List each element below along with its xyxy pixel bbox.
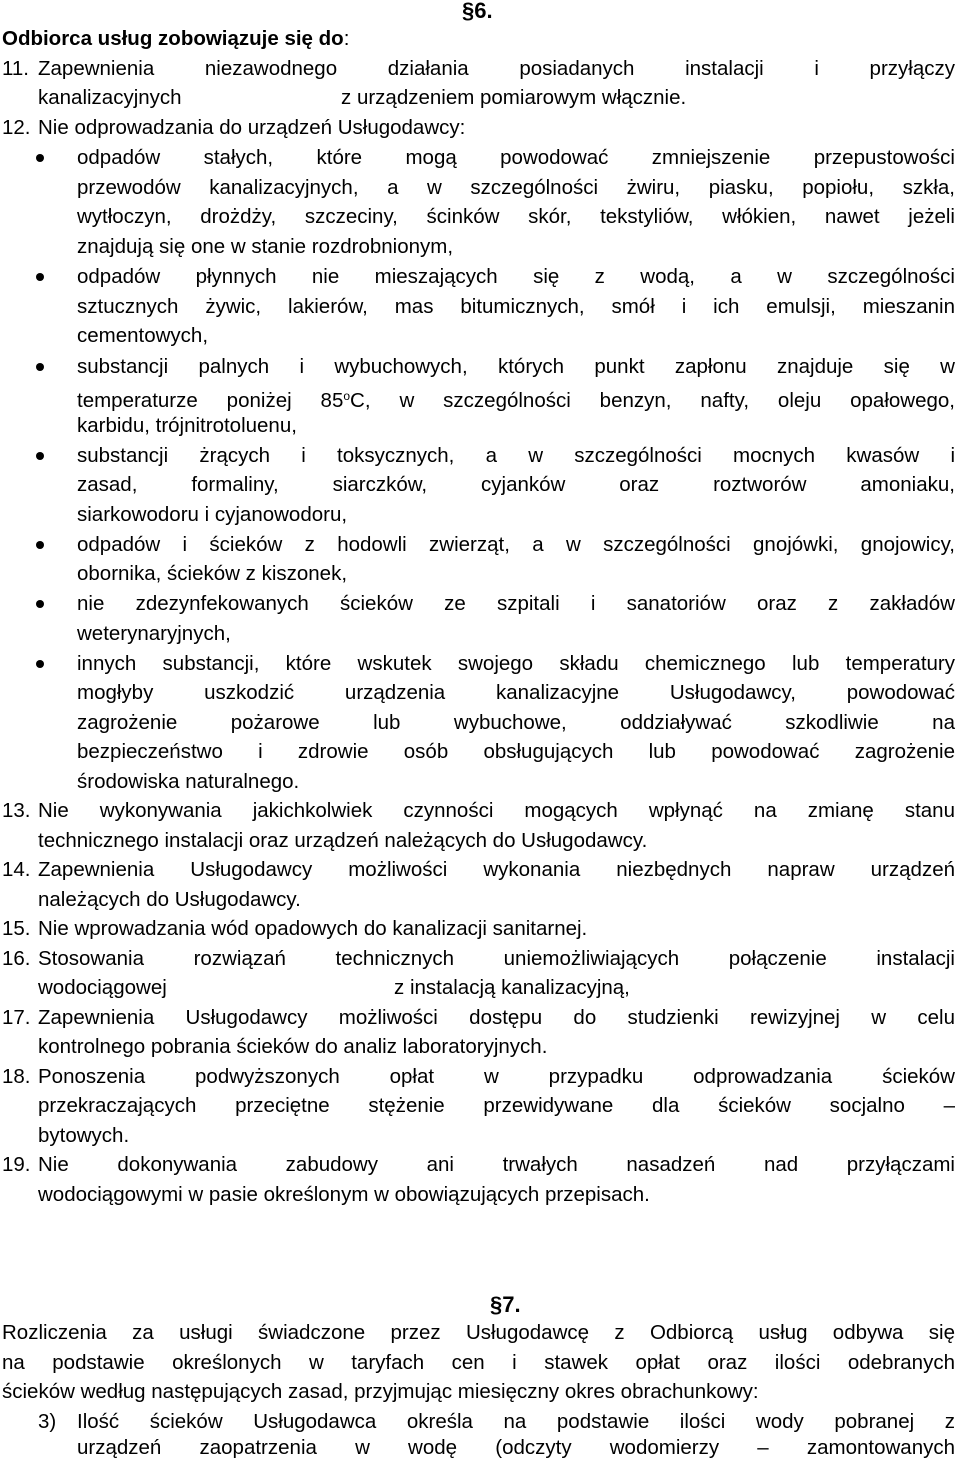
item-11-number: 11.	[2, 57, 29, 80]
section-7-item-3-line-1: Ilość ścieków Usługodawca określa na podstawie ilości wody pobranej z	[77, 1410, 955, 1433]
bullet-2-line-3: cementowych,	[77, 324, 209, 347]
bullet-4-line-2: zasad, formaliny, siarczków, cyjanków oraz roztworów amoniaku,	[77, 473, 955, 496]
bullet-5-line-1: odpadów i ścieków z hodowli zwierząt, a w szczególności gnojówki, gnojowicy,	[77, 533, 955, 556]
bullet-3-line-2a: temperaturze poniżej 85	[77, 389, 344, 412]
item-19-line-2: wodociągowymi w pasie określonym w obowiązujących przepisach.	[38, 1183, 650, 1206]
bullet-7-line-3: zagrożenie pożarowe lub wybuchowe, oddziaływać szkodliwie na	[77, 711, 955, 734]
item-13-number: 13.	[2, 799, 31, 822]
bullet-icon	[36, 273, 44, 281]
intro-bold-text: Odbiorca usług zobowiązuje się do	[2, 27, 344, 50]
item-17-line-2: kontrolnego pobrania ścieków do analiz laboratoryjnych.	[38, 1035, 548, 1058]
bullet-5-line-2: obornika, ścieków z kiszonek,	[77, 562, 348, 585]
item-17-line-1: Zapewnienia Usługodawcy możliwości dostępu do studzienki rewizyjnej w celu	[38, 1006, 955, 1029]
bullet-icon	[36, 660, 44, 668]
intro-colon: :	[343, 27, 350, 50]
item-14-line-2: należących do Usługodawcy.	[38, 888, 301, 911]
bullet-1-line-1: odpadów stałych, które mogą powodować zmniejszenie przepustowości	[77, 146, 955, 169]
bullet-icon	[36, 452, 44, 460]
item-16-line-1: Stosowania rozwiązań technicznych uniemożliwiających połączenie instalacji	[38, 947, 955, 970]
item-17-number: 17.	[2, 1006, 31, 1029]
section-7-paragraph-line-3: ścieków według następujących zasad, przyjmując miesięczny okres obrachunkowy:	[2, 1380, 759, 1403]
item-11-line-2a: kanalizacyjnych	[38, 86, 182, 109]
bullet-3-line-1: substancji palnych i wybuchowych, których punkt zapłonu znajduje się w	[77, 355, 955, 378]
section-7-item-3-line-2: urządzeń zaopatrzenia w wodę (odczyty wodomierzy – zamontowanych	[77, 1436, 955, 1459]
item-18-line-1: Ponoszenia podwyższonych opłat w przypadku odprowadzania ścieków	[38, 1065, 955, 1088]
item-19-number: 19.	[2, 1153, 31, 1176]
bullet-6-line-1: nie zdezynfekowanych ścieków ze szpitali i sanatoriów oraz z zakładów	[77, 592, 955, 615]
bullet-7-line-2: mogłyby uszkodzić urządzenia kanalizacyjne Usługodawcy, powodować	[77, 681, 955, 704]
section-7-paragraph-line-2: na podstawie określonych w taryfach cen i stawek opłat oraz ilości odebranych	[2, 1351, 955, 1374]
bullet-1-line-2: przewodów kanalizacyjnych, a w szczególności żwiru, piasku, popiołu, szkła,	[77, 176, 955, 199]
bullet-3-line-3: karbidu, trójnitrotoluenu,	[77, 414, 297, 437]
item-16-number: 16.	[2, 947, 31, 970]
section-7-item-3-number: 3)	[38, 1410, 57, 1433]
bullet-2-line-2: sztucznych żywic, lakierów, mas bitumicznych, smół i ich emulsji, mieszanin	[77, 295, 955, 318]
bullet-6-line-2: weterynaryjnych,	[77, 622, 231, 645]
section-7-paragraph-line-1: Rozliczenia za usługi świadczone przez Usługodawcę z Odbiorcą usług odbywa się	[2, 1321, 955, 1344]
item-18-line-3: bytowych.	[38, 1124, 130, 1147]
item-16-line-2b: z instalacją kanalizacyjną,	[394, 976, 630, 999]
bullet-icon	[36, 600, 44, 608]
bullet-icon	[36, 363, 44, 371]
section-7-heading: §7.	[490, 1292, 521, 1317]
item-16-line-2a: wodociągowej	[38, 976, 167, 999]
item-11-line-2b: z urządzeniem pomiarowym włącznie.	[341, 86, 687, 109]
bullet-icon	[36, 154, 44, 162]
item-13-line-2: technicznego instalacji oraz urządzeń należących do Usługodawcy.	[38, 829, 648, 852]
item-15-line-1: Nie wprowadzania wód opadowych do kanalizacji sanitarnej.	[38, 917, 588, 940]
item-15-number: 15.	[2, 917, 31, 940]
bullet-4-line-3: siarkowodoru i cyjanowodoru,	[77, 503, 348, 526]
item-19-line-1: Nie dokonywania zabudowy ani trwałych nasadzeń nad przyłączami	[38, 1153, 955, 1176]
degree-sign: o	[343, 389, 351, 403]
item-12-number: 12.	[2, 116, 31, 139]
bullet-icon	[36, 541, 44, 549]
bullet-7-line-5: środowiska naturalnego.	[77, 770, 300, 793]
item-12-line-1: Nie odprowadzania do urządzeń Usługodawcy:	[38, 116, 466, 139]
item-14-number: 14.	[2, 858, 31, 881]
item-18-line-2: przekraczających przeciętne stężenie przewidywane dla ścieków socjalno –	[38, 1094, 955, 1117]
bullet-2-line-1: odpadów płynnych nie mieszających się z wodą, a w szczególności	[77, 265, 955, 288]
item-11-line-1: Zapewnienia niezawodnego działania posiadanych instalacji i przyłączy	[38, 57, 955, 80]
item-13-line-1: Nie wykonywania jakichkolwiek czynności mogących wpłynąć na zmianę stanu	[38, 799, 955, 822]
bullet-3-line-2	[77, 381, 955, 411]
bullet-1-line-4: znajdują się one w stanie rozdrobnionym,	[77, 235, 454, 258]
item-18-number: 18.	[2, 1065, 31, 1088]
bullet-1-line-3: wytłoczyn, drożdży, szczeciny, ścinków skór, tekstyliów, włókien, nawet jeżeli	[77, 205, 955, 228]
bullet-4-line-1: substancji żrących i toksycznych, a w szczególności mocnych kwasów i	[77, 444, 955, 467]
bullet-3-line-2b: C, w szczególności benzyn, nafty, oleju opałowego,	[350, 389, 955, 412]
item-14-line-1: Zapewnienia Usługodawcy możliwości wykonania niezbędnych napraw urządzeń	[38, 858, 955, 881]
section-6-heading: §6.	[462, 0, 493, 23]
bullet-7-line-4: bezpieczeństwo i zdrowie osób obsługujących lub powodować zagrożenie	[77, 740, 955, 763]
bullet-7-line-1: innych substancji, które wskutek swojego składu chemicznego lub temperatury	[77, 652, 955, 675]
section-6-intro	[2, 24, 349, 54]
